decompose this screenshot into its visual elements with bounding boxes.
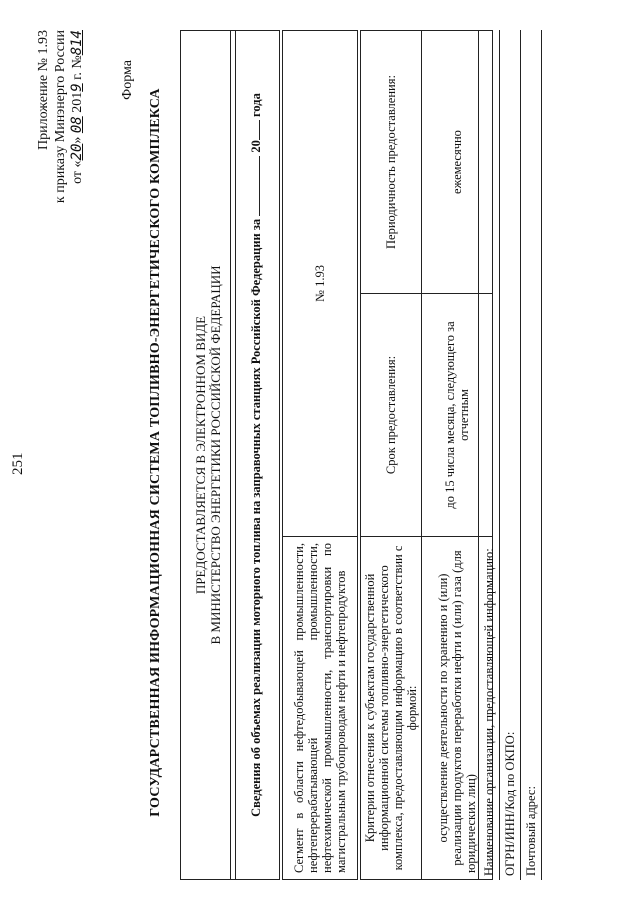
report-title-cell: [231, 31, 280, 880]
form-number: № 1.93: [283, 31, 358, 537]
deadline-header: Срок предоставления:: [361, 294, 422, 537]
annex-date-prefix: от «: [70, 160, 85, 184]
criteria-table: [360, 30, 493, 880]
segment-table: [282, 30, 358, 880]
main-title: ГОСУДАРСТВЕННАЯ ИНФОРМАЦИОННАЯ СИСТЕМА ТОПЛИВНО-ЭНЕРГЕТИЧЕСКОГО КОМПЛЕКСА: [148, 88, 163, 817]
periodicity-header: Периодичность предоставления:: [361, 31, 422, 294]
annex-number-prefix: г. №: [70, 55, 85, 80]
annex-month: 08: [69, 116, 85, 134]
form-label: Форма: [120, 60, 135, 100]
submit-line-2: В МИНИСТЕРСТВО ЭНЕРГЕТИКИ РОССИЙСКОЙ ФЕДЕРАЦИИ: [208, 265, 223, 645]
year-fill-line: [248, 120, 260, 140]
periodicity-value: ежемесячно: [422, 31, 493, 294]
annex-day: 20: [69, 143, 85, 161]
annex-year-digit: 9: [69, 83, 85, 92]
criteria-header: Критерии отнесения к субъектам государственной информационной системы топливно-энергетического комплекса, предоставляющим информацию в соответствии с формой:: [361, 537, 422, 880]
submit-box-cell: [181, 31, 236, 880]
org-info-table: [478, 30, 542, 880]
annex-line-3: [69, 30, 86, 330]
segment-label: Сегмент в области нефтедобывающей промышленности, нефтеперерабатывающей промышленности, нефтехимической промышленности, транспортировки по магистральным трубопроводам нефти и нефтепродуктов: [283, 537, 358, 880]
annex-number: 814: [69, 30, 85, 56]
annex-line-2: к приказу Минэнерго России: [53, 30, 68, 204]
ogrn-field[interactable]: ОГРН/ИНН/Код по ОКПО:: [500, 30, 521, 880]
report-year-suffix: года: [248, 93, 263, 117]
annex-date-mid: »: [70, 133, 85, 144]
period-fill-line: [248, 156, 260, 216]
report-title: Сведения об объемах реализации моторного топлива на заправочных станциях Российской Федерации за: [248, 218, 263, 817]
page-number: 251: [10, 452, 26, 475]
report-title-box: [230, 30, 280, 880]
deadline-value: до 15 числа месяца, следующего за отчетным: [422, 294, 493, 537]
report-year-prefix: 20: [248, 140, 263, 153]
org-name-field[interactable]: Наименование организации, предоставляющей информацию:: [479, 30, 500, 880]
criteria-value: осуществление деятельности по хранению и (или) реализации продуктов переработки нефти и (или) газа (для юридических лиц): [422, 537, 493, 880]
postal-address-field[interactable]: Почтовый адрес:: [521, 30, 542, 880]
submit-box: [180, 30, 236, 880]
annex-block: [35, 30, 86, 330]
annex-line-1: Приложение № 1.93: [36, 30, 51, 150]
annex-year-prefix: 201: [70, 91, 85, 117]
submit-line-1: ПРЕДОСТАВЛЯЕТСЯ В ЭЛЕКТРОННОМ ВИДЕ: [193, 315, 208, 595]
